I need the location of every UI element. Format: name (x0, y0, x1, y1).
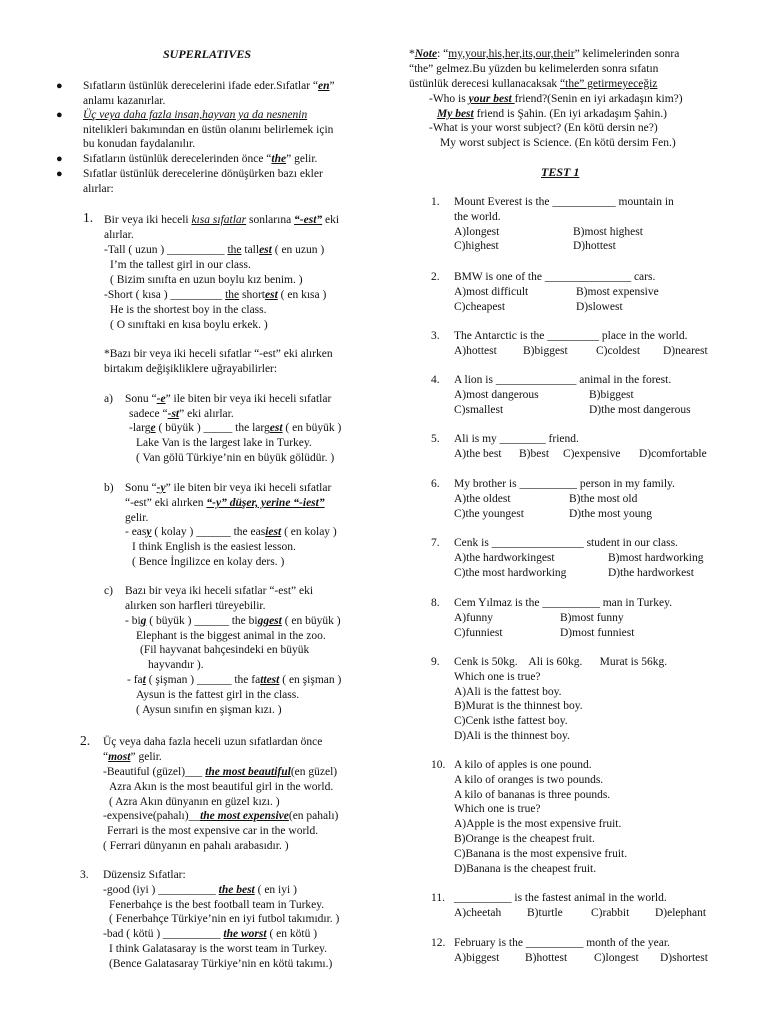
text: Üç veya daha fazla insan,hayvan ya da nesnenin (83, 109, 308, 121)
text: -What is your worst subject? (En kötü dersin ne?) (429, 122, 658, 134)
question-text: B)Murat is the thinnest boy. (454, 700, 583, 713)
text: (Fil hayvanat bahçesindeki en büyük (140, 644, 310, 656)
text: Sıfatların üstünlük derecelerinden önce “ (83, 153, 272, 165)
answer-option[interactable]: D)comfortable (639, 447, 707, 460)
text: sadece “-st” eki alırlar. (129, 408, 234, 420)
text: Ferrari is the most expensive car in the world. (107, 825, 319, 837)
question-number: 12. (431, 937, 446, 949)
text: nitelikleri bakımından en üstün olanını belirlemek için (83, 123, 334, 136)
section-number: 3. (80, 869, 89, 881)
question-text: Cem Yılmaz is the __________ man in Turkey. (454, 597, 672, 609)
question-text: C)Cenk isthe fattest boy. (454, 715, 568, 728)
text: ( Azra Akın dünyanın en güzel kızı. ) (109, 796, 280, 808)
question-number: 11. (431, 892, 445, 904)
answer-option[interactable]: B)biggest (589, 388, 634, 401)
question-text: A kilo of oranges is two pounds. (454, 773, 604, 786)
example: -large ( büyük ) _____ the largest ( en büyük ) (129, 422, 342, 434)
answer-option[interactable]: C)cheapest (454, 300, 506, 313)
text: My worst subject is Science. (En kötü dersim Fen.) (440, 137, 676, 149)
answer-option[interactable]: B)best (519, 447, 550, 460)
bullet-icon: ● (56, 80, 63, 92)
bullet-icon: ● (56, 168, 63, 180)
example: -Beautiful (güzel)___ the most beautiful(en güzel) (103, 766, 338, 778)
example: - big ( büyük ) ______ the biggest ( en büyük ) (125, 615, 341, 627)
text: ( Bizim sınıfta en uzun boylu kız benim. ) (110, 274, 303, 286)
question-text: Mount Everest is the ___________ mountain in (454, 196, 674, 208)
answer-option[interactable]: D)the hardworkest (608, 566, 694, 579)
answer-option[interactable]: A)biggest (454, 951, 500, 964)
text: Fenerbahçe is the best football team in Turkey. (109, 899, 325, 911)
text: gelir. (125, 512, 149, 524)
question-text: D)Banana is the cheapest fruit. (454, 862, 597, 875)
question-number: 9. (431, 656, 440, 668)
text: I think Galatasaray is the worst team in Turkey. (109, 943, 328, 955)
question-text: A lion is ______________ animal in the forest. (454, 374, 672, 386)
text: alırken son harfleri türeyebilir. (125, 600, 266, 612)
answer-option[interactable]: D)the most dangerous (589, 403, 691, 416)
example: -Short ( kısa ) _________ the shortest ( en kısa ) (104, 289, 327, 301)
answer-option[interactable]: A)the best (454, 447, 502, 460)
list-label: a) (104, 393, 113, 405)
text: I think English is the easiest lesson. (132, 541, 296, 553)
text: bu konudan faydalanılır. (83, 138, 196, 151)
question-text: A kilo of apples is one pound. (454, 759, 592, 771)
question-text: A kilo of bananas is three pounds. (454, 788, 611, 801)
answer-option[interactable]: D)slowest (576, 300, 623, 313)
answer-option[interactable]: B)most funny (560, 611, 624, 624)
answer-option[interactable]: B)the most old (569, 492, 638, 505)
text: ( Fenerbahçe Türkiye’nin en iyi futbol takımıdır. ) (109, 913, 340, 925)
answer-option[interactable]: A)cheetah (454, 906, 502, 919)
text: I’m the tallest girl in our class. (110, 259, 251, 271)
text: Sonu “-e” ile biten bir veya iki heceli sıfatlar (125, 393, 332, 405)
text: My best friend is Şahin. (En iyi arkadaşım Şahin.) (437, 108, 667, 120)
example: - easy ( kolay ) ______ the easiest ( en kolay ) (125, 526, 337, 538)
answer-option[interactable]: B)most expensive (576, 285, 659, 298)
answer-option[interactable]: D)hottest (573, 240, 616, 253)
question-number: 8. (431, 597, 440, 609)
answer-option[interactable]: A)most difficult (454, 285, 529, 298)
answer-option[interactable]: C)funniest (454, 626, 503, 639)
question-text: C)Banana is the most expensive fruit. (454, 847, 628, 860)
text: alırlar. (104, 229, 134, 241)
text: Bir veya iki heceli kısa sıfatlar sonlarına “-est” eki (104, 214, 340, 226)
text: birtakım değişikliklere uğrayabilirler: (104, 363, 278, 375)
question-text: Cenk is 50kg. Ali is 60kg. Murat is 56kg. (454, 656, 668, 668)
answer-option[interactable]: C)highest (454, 240, 499, 253)
question-number: 10. (431, 759, 446, 771)
question-text: Ali is my ________ friend. (454, 433, 579, 445)
question-number: 5. (431, 433, 440, 445)
answer-option[interactable]: B)most highest (573, 225, 643, 238)
text: Üç veya daha fazla heceli uzun sıfatlardan önce (103, 736, 323, 748)
question-text: D)Ali is the thinnest boy. (454, 730, 570, 742)
question-text: A)Ali is the fattest boy. (454, 685, 562, 698)
answer-option[interactable]: D)nearest (663, 344, 708, 357)
answer-option[interactable]: C)longest (594, 951, 639, 964)
question-text: Which one is true? (454, 670, 541, 683)
question-number: 1. (431, 196, 440, 208)
text: Lake Van is the largest lake in Turkey. (136, 437, 312, 449)
page-title: SUPERLATIVES (163, 47, 252, 61)
question-text: My brother is __________ person in my family. (454, 478, 675, 490)
example: - fat ( şişman ) ______ the fattest ( en şişman ) (127, 674, 342, 686)
question-text: Which one is true? (454, 803, 541, 816)
answer-option[interactable]: A)funny (454, 611, 493, 624)
text: Aysun is the fattest girl in the class. (136, 689, 300, 701)
answer-option[interactable]: B)hottest (525, 951, 568, 964)
question-text: Cenk is ________________ student in our class. (454, 537, 678, 549)
note: *Note: “my,your,his,her,its,our,their” kelimelerinden sonra (409, 48, 680, 60)
answer-option[interactable]: D)the most young (569, 507, 653, 520)
answer-option[interactable]: A)hottest (454, 344, 497, 357)
question-number: 2. (431, 271, 440, 283)
text: ( O sınıftaki en kısa boylu erkek. ) (110, 319, 268, 331)
question-text: A)Apple is the most expensive fruit. (454, 818, 622, 831)
answer-option[interactable]: C)the youngest (454, 507, 524, 520)
answer-option[interactable]: A)the oldest (454, 492, 511, 505)
answer-option[interactable]: D)most funniest (560, 626, 635, 639)
answer-option[interactable]: C)coldest (596, 344, 641, 357)
question-number: 7. (431, 537, 440, 549)
text: Elephant is the biggest animal in the zoo. (136, 630, 326, 642)
bullet-icon: ● (56, 153, 63, 165)
text: “most” gelir. (103, 751, 162, 763)
text: hayvandır ). (148, 659, 204, 671)
text: anlamı kazanırlar. (83, 94, 166, 107)
text: *Bazı bir veya iki heceli sıfatlar “-est” eki alırken (104, 348, 333, 360)
question-number: 6. (431, 478, 440, 490)
test-title: TEST 1 (541, 165, 580, 179)
answer-option[interactable]: C)smallest (454, 403, 504, 416)
text: alırlar: (83, 182, 114, 195)
text: ( Ferrari dünyanın en pahalı arabasıdır. ) (103, 840, 289, 852)
answer-option[interactable]: C)rabbit (591, 906, 630, 919)
answer-option[interactable]: D)elephant (655, 906, 707, 919)
text: He is the shortest boy in the class. (110, 304, 267, 316)
emphasis: en (318, 80, 330, 92)
example: -Tall ( uzun ) __________ the tallest ( en uzun ) (104, 244, 325, 256)
answer-option[interactable]: A)the hardworkingest (454, 551, 555, 564)
text: Düzensiz Sıfatlar: (103, 869, 186, 881)
example: -bad ( kötü ) __________ the worst ( en kötü ) (103, 928, 318, 940)
example: -expensive(pahalı)__the most expensive(en pahalı) (103, 810, 339, 822)
text: ( Aysun sınıfın en şişman kızı. ) (136, 704, 282, 716)
question-text: BMW is one of the _______________ cars. (454, 271, 656, 283)
text: “the” gelmez.Bu yüzden bu kelimelerden sonra sıfatın (409, 63, 659, 75)
text: ( Van gölü Türkiye’nin en büyük gölüdür. ) (136, 452, 335, 464)
example: -good (iyi ) __________ the best ( en iyi ) (103, 884, 297, 896)
question-text: The Antarctic is the _________ place in the world. (454, 330, 688, 342)
text: ” gelir. (286, 153, 318, 165)
text: -Who is your best friend?(Senin en iyi arkadaşın kim?) (429, 93, 683, 105)
list-label: c) (104, 585, 113, 597)
text: Sıfatların üstünlük derecelerini ifade eder.Sıfatlar “ (83, 80, 319, 92)
answer-option[interactable]: B)biggest (523, 344, 568, 357)
question-text: the world. (454, 210, 501, 223)
text: Bazı bir veya iki heceli sıfatlar “-est” eki (125, 585, 314, 597)
question-text: __________ is the fastest animal in the world. (454, 892, 667, 904)
answer-option[interactable]: B)most hardworking (608, 551, 704, 564)
text: ” (329, 80, 335, 92)
answer-option[interactable]: B)turtle (527, 906, 563, 919)
text: (Bence Galatasaray Türkiye’nin en kötü takımı.) (109, 958, 333, 970)
text: Azra Akın is the most beautiful girl in the world. (109, 781, 334, 793)
section-number: 1. (83, 210, 94, 225)
bullet-icon: ● (56, 109, 63, 121)
emphasis: the (271, 153, 287, 165)
question-text: B)Orange is the cheapest fruit. (454, 833, 595, 845)
answer-option[interactable]: C)expensive (563, 447, 621, 460)
text: “-est” eki alırken “-y” düşer, yerine “-iest” (125, 497, 325, 509)
question-number: 4. (431, 374, 440, 386)
text: Sonu “-y” ile biten bir veya iki heceli sıfatlar (125, 482, 332, 494)
question-number: 3. (431, 330, 440, 342)
text: Sıfatlar üstünlük derecelerine dönüşürken bazı ekler (83, 168, 323, 180)
text: üstünlük derecesi kullanacaksak “the” getirmeyeceğiz (409, 78, 658, 90)
answer-option[interactable]: C)the most hardworking (454, 566, 567, 579)
answer-option[interactable]: D)shortest (660, 951, 708, 964)
answer-option[interactable]: A)most dangerous (454, 388, 539, 401)
text: ( Bence İngilizce en kolay ders. ) (132, 556, 285, 568)
section-number: 2. (80, 733, 91, 748)
question-text: February is the __________ month of the year. (454, 937, 670, 949)
list-label: b) (104, 482, 114, 494)
answer-option[interactable]: A)longest (454, 225, 500, 238)
